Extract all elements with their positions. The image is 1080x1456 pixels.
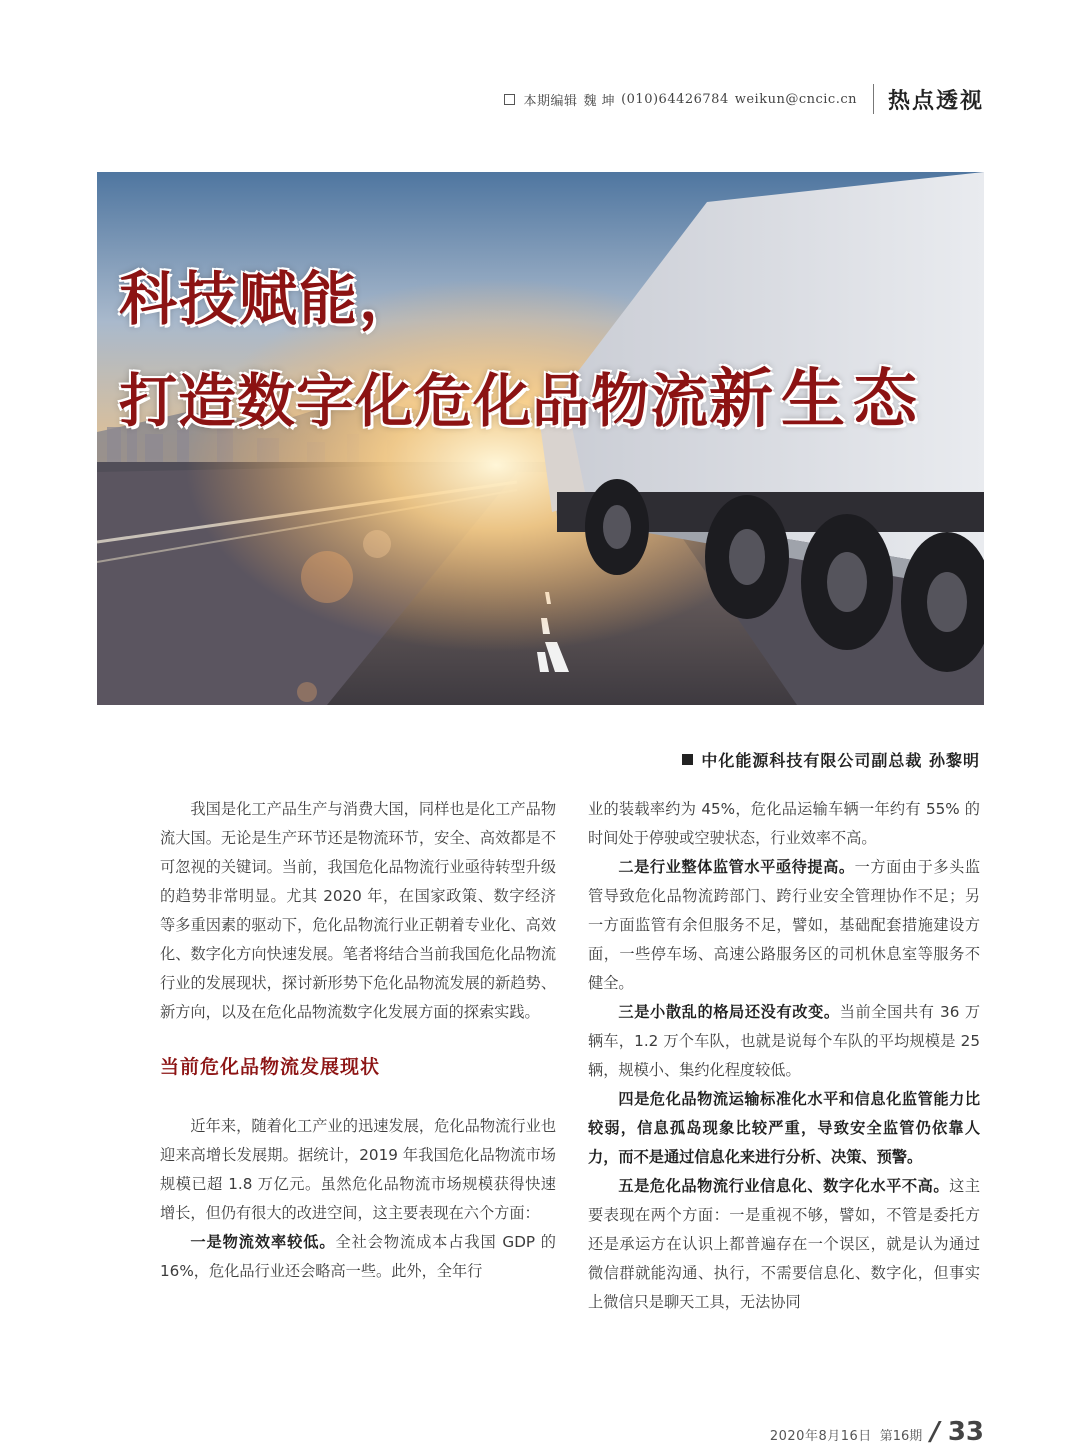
point-2-lead: 二是行业整体监管水平亟待提高。 bbox=[618, 858, 855, 876]
point-1-lead: 一是物流效率较低。 bbox=[190, 1233, 336, 1251]
point-2-paragraph bbox=[588, 853, 980, 998]
point-5-body: 这主要表现在两个方面：一是重视不够，譬如，不管是委托方还是承运方在认识上都普遍存在一个误区，就是认为通过微信群就能沟通、执行，不需要信息化、数字化，但事实上微信只是聊天工具，无法协同 bbox=[588, 1177, 981, 1311]
issue-number: 第16期 bbox=[879, 1429, 923, 1444]
point-1-body: 全社会物流成本占我国 GDP 的 16%，危化品行业还会略高一些。此外，全年行 bbox=[160, 1233, 556, 1280]
editor-label: 本期编辑 bbox=[523, 93, 578, 109]
issue-date: 2020年8月16日 bbox=[769, 1429, 872, 1444]
continued-paragraph: 业的装载率约为 45%，危化品运输车辆一年约有 55% 的时间处于停驶或空驶状态，行业效率不高。 bbox=[588, 800, 980, 847]
point-5-paragraph bbox=[588, 1172, 980, 1317]
headline-line-2-emphasis: 新生态 bbox=[709, 362, 926, 437]
point-3-body: 当前全国共有 36 万辆车，1.2 万个车队，也就是说每个车队的平均规模是 25 辆，规模小、集约化程度较低。 bbox=[588, 1003, 981, 1079]
article-column-right bbox=[588, 795, 980, 1317]
section-title: 热点透视 bbox=[887, 88, 984, 114]
point-2-body: 一方面由于多头监管导致危化品物流跨部门、跨行业安全管理协作不足；另一方面监管有余但服务不足，譬如，基础配套措施建设方面，一些停车场、高速公路服务区的司机休息室等服务不健全。 bbox=[588, 858, 981, 992]
author-text: 中化能源科技有限公司副总裁 孙黎明 bbox=[701, 751, 980, 770]
point-4-lead: 四是危化品物流运输标准化水平和信息化监管能力比较弱，信息孤岛现象比较严重，导致安全监管仍依靠人力，而不是通过信息化来进行分析、决策、预警。 bbox=[588, 1090, 980, 1166]
page-slash: / bbox=[930, 1417, 940, 1447]
headline-line-1: 科技赋能， bbox=[119, 265, 420, 333]
editor-name: 魏 坤 bbox=[583, 93, 616, 109]
point-5-lead: 五是危化品物流行业信息化、数字化水平不高。 bbox=[618, 1177, 950, 1195]
checkbox-square-icon bbox=[504, 94, 515, 105]
page-footer bbox=[770, 1417, 984, 1447]
section-subheading: 当前危化品物流发展现状 bbox=[160, 1056, 381, 1078]
paragraph-2: 近年来，随着化工产业的迅速发展，危化品物流行业也迎来高增长发展期。据统计，2019 年我国危化品物流市场规模已超 1.8 万亿元。虽然危化品物流市场规模获得快速增长，但仍有很大的改进空间，这主要表现在六个方面： bbox=[160, 1117, 556, 1222]
author-byline bbox=[682, 748, 980, 771]
article-column-left bbox=[160, 795, 556, 1286]
editor-info bbox=[504, 90, 857, 109]
hero-image bbox=[97, 172, 984, 705]
square-bullet-icon bbox=[682, 754, 693, 765]
point-1-paragraph bbox=[160, 1228, 556, 1286]
point-3-paragraph bbox=[588, 998, 980, 1085]
intro-paragraph: 我国是化工产品生产与消费大国，同样也是化工产品物流大国。无论是生产环节还是物流环节，安全、高效都是不可忽视的关键词。当前，我国危化品物流行业亟待转型升级的趋势非常明显。尤其 2020 年，在国家政策、数字经济等多重因素的驱动下，危化品物流行业正朝着专业化、高效化、数字化方向快速发展。笔者将结合当前我国危化品物流行业的发展现状，探讨新形势下危化品物流发展的新趋势、新方向，以及在危化品物流数字化发展方面的探索实践。 bbox=[160, 800, 556, 1021]
editor-phone: (010)64426784 bbox=[621, 91, 729, 107]
page-number: 33 bbox=[947, 1417, 984, 1447]
header-divider bbox=[873, 84, 874, 114]
point-4-paragraph bbox=[588, 1085, 980, 1172]
headline-line-2 bbox=[119, 348, 925, 440]
point-3-lead: 三是小散乱的格局还没有改变。 bbox=[618, 1003, 840, 1021]
editor-email: weikun@cncic.cn bbox=[734, 91, 857, 107]
page-header bbox=[504, 82, 984, 116]
hero-headline bbox=[119, 252, 925, 440]
headline-line-2-main: 打造数字化危化品物流 bbox=[119, 367, 710, 435]
